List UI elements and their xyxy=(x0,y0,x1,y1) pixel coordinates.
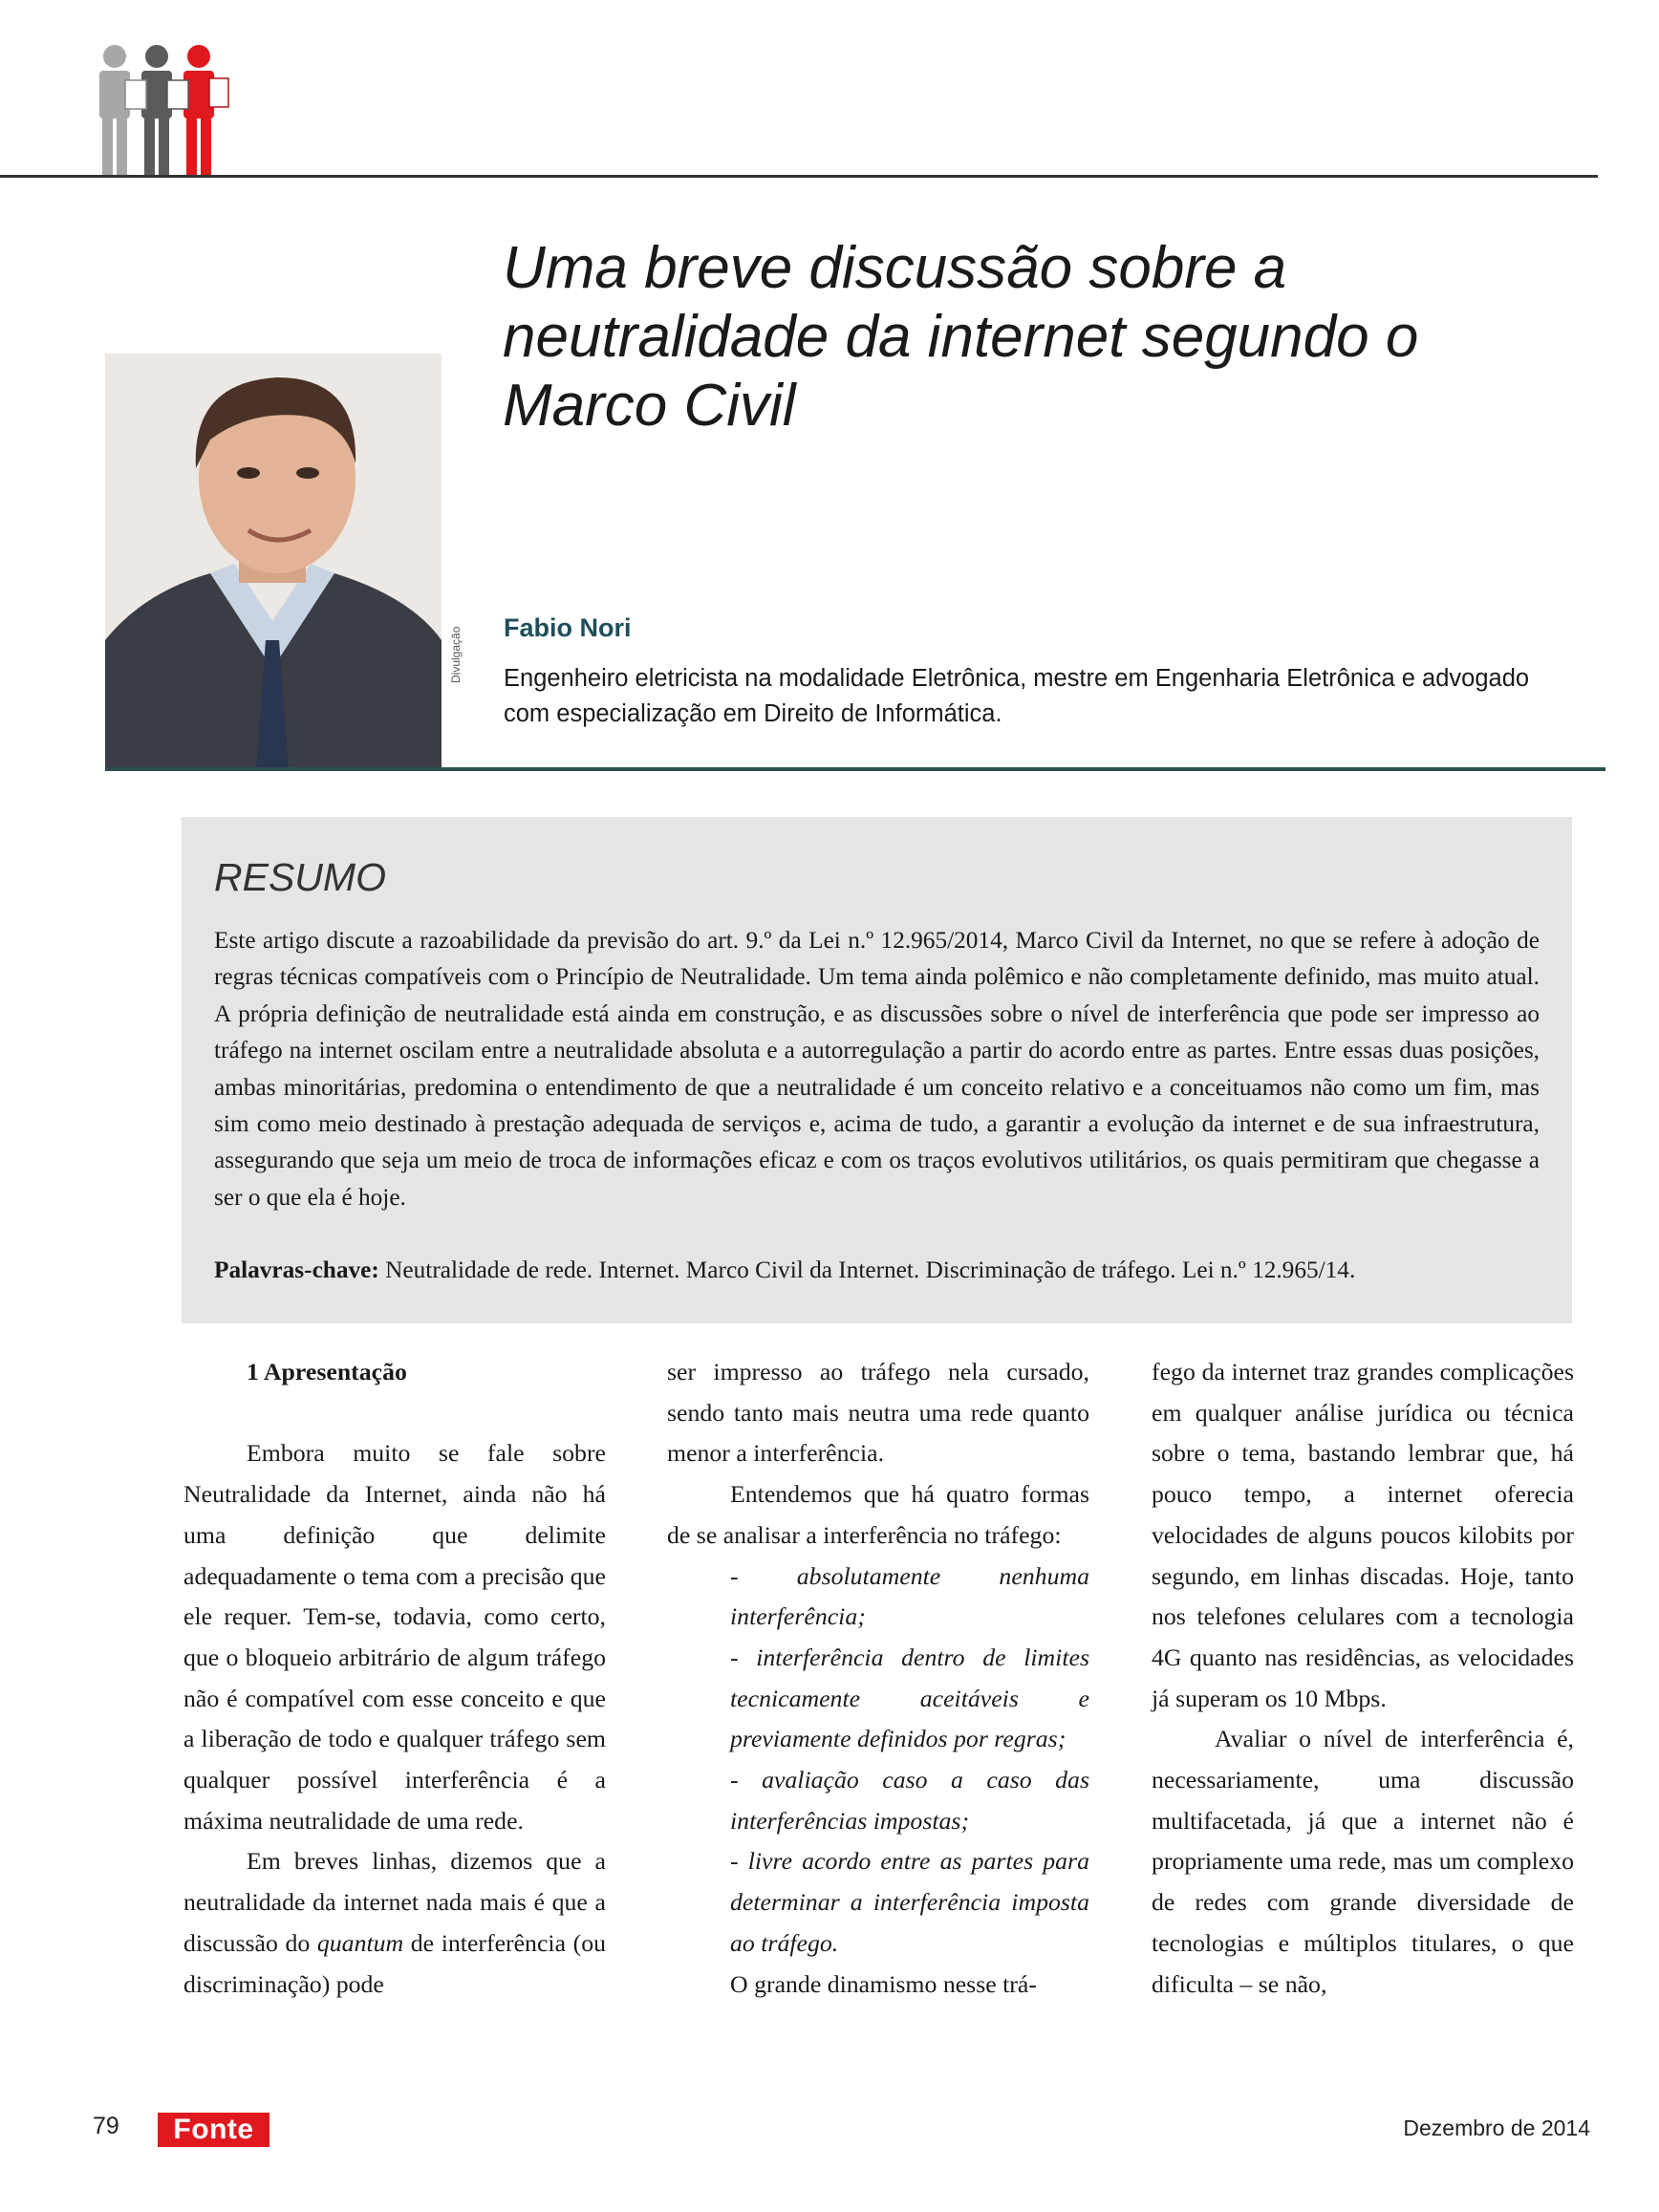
column-2 xyxy=(667,1352,1089,2005)
page-number: 79 xyxy=(93,2113,119,2139)
abstract-box xyxy=(182,817,1572,1323)
column-1 xyxy=(183,1352,606,2005)
header-rule xyxy=(0,175,1598,178)
list-item: - absolutamente nenhuma interferência; xyxy=(730,1561,1089,1631)
list-item: - livre acordo entre as partes para determinar a interferência imposta ao tráfego. xyxy=(730,1847,1089,1957)
keywords-label: Palavras-chave: xyxy=(214,1256,379,1283)
abstract-heading: RESUMO xyxy=(214,855,386,899)
list-item: - interferência dentro de limites tecnicamente aceitáveis e previamente definidos por regras; xyxy=(730,1643,1089,1753)
brand-logo: Fonte xyxy=(158,2113,269,2147)
section-heading: 1 Apresentação xyxy=(247,1358,407,1385)
keywords-list: Neutralidade de rede. Internet. Marco Civil da Internet. Discriminação de tráfego. Lei n.º 12.965/14. xyxy=(385,1256,1356,1283)
author-rule xyxy=(105,767,1605,771)
paragraph: Embora muito se fale sobre Neutralidade da Internet, ainda não há uma definição que delimite adequadamente o tema com a precisão que ele requer. Tem-se, todavia, como certo, que o bloqueio arbitrário de algum tráfego não é compatível com esse conceito e que a liberação de todo e qualquer tráfego sem qualquer possível interferência é a máxima neutralidade de uma rede. xyxy=(183,1439,606,1835)
paragraph: O grande dinamismo nesse trá- xyxy=(730,1969,1037,1998)
author-name: Fabio Nori xyxy=(504,613,632,642)
author-bio: Engenheiro eletricista na modalidade Eletrônica, mestre em Engenharia Eletrônica e advogado com especialização em Direito de Informática. xyxy=(504,665,1530,727)
photo-credit: Divulgação xyxy=(449,626,463,683)
list-item: - avaliação caso a caso das interferências impostas; xyxy=(730,1766,1089,1835)
author-photo xyxy=(105,354,442,769)
people-logo-icon xyxy=(94,42,237,178)
paragraph: Entendemos que há quatro formas de se analisar a interferência no tráfego: xyxy=(667,1480,1089,1549)
paragraph: fego da internet traz grandes complicações em qualquer análise jurídica ou técnica sobre o tema, bastando lembrar que, há pouco tempo, a internet oferecia velocidades de alguns poucos kilobits por segundo, em linhas discadas. Hoje, tanto nos telefones celulares com a tecnologia 4G quanto nas residências, as velocidades já superam os 10 Mbps. xyxy=(1152,1358,1574,1712)
quantum-term: quantum xyxy=(316,1928,404,1957)
paragraph: ser impresso ao tráfego nela cursado, sendo tanto mais neutra uma rede quanto menor a interferência. xyxy=(667,1358,1089,1468)
column-3 xyxy=(1152,1352,1574,2005)
issue-date: Dezembro de 2014 xyxy=(1403,2115,1590,2140)
paragraph: Avaliar o nível de interferência é, necessariamente, uma discussão multifacetada, já que a internet não é propriamente uma rede, mas um complexo de redes com grande diversidade de tecnologias e múltiplos titulares, o que dificulta – se não, xyxy=(1152,1725,1574,1998)
article-title: Uma breve discussão sobre a neutralidade da internet segundo o Marco Civil xyxy=(503,235,1419,439)
paragraph: Em breves linhas, dizemos que a neutralidade da internet nada mais é que a discussão do quantum de interferência (ou discriminação) pode xyxy=(183,1847,607,1998)
keywords xyxy=(214,1252,1552,1288)
abstract-text: Este artigo discute a razoabilidade da previsão do art. 9.º da Lei n.º 12.965/2014, Marco Civil da Internet, no que se refere à adoção de regras técnicas compatíveis com o Princípio de Neutralidade. Um tema ainda polêmico e não completamente definido, mas muito atual. A própria definição de neutralidade está ainda em construção, e as discussões sobre o nível de interferência que pode ser impresso ao tráfego na internet oscilam entre a neutralidade absoluta e a autorregulação a partir do acordo entre as partes. Entre essas duas posições, ambas minoritárias, predomina o entendimento de que a neutralidade é um conceito relativo e a conceituamos não como um fim, mas sim como meio destinado à prestação adequada de serviços e, acima de tudo, a garantir a evolução da internet e de sua infraestrutura, assegurando que seja um meio de troca de informações eficaz e com os traços evolutivos utilitários, os quais permitiram que chegasse a ser o que ela é hoje. xyxy=(214,927,1540,1211)
